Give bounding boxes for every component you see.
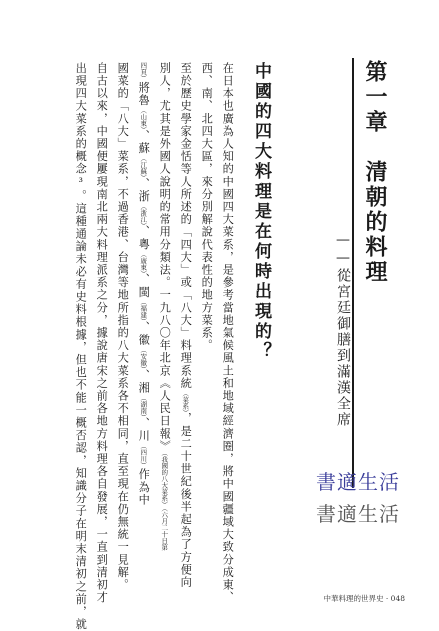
body-text: 別人，尤其是外國人說明的常用分類法。一九八〇年北京《人民日報》 [158, 62, 172, 453]
chapter-subtitle: ——從宮廷御膳到滿漢全席 [335, 232, 351, 428]
body-text: 將魯 [137, 81, 151, 107]
chapter-title: 第一章 清朝的料理 [362, 60, 388, 285]
annotation: （安徽） [139, 346, 148, 370]
publisher-logo-shadow: 書適生活 [316, 502, 400, 526]
chapter-divider-line [352, 58, 354, 488]
body-text: 、閩 [137, 273, 151, 299]
body-text: 、粵 [137, 225, 151, 251]
body-column-6: 國菜的「八大」菜系，不過香港、台灣等地所指的八大菜系各不相同，直至現在仍無統一見解。 [116, 62, 130, 592]
annotation: （菜系） [181, 389, 190, 413]
body-text: ，是二十世紀後半起為了方便向 [179, 412, 193, 589]
page-footer: 中華料理的世界史 · 048 [323, 594, 405, 603]
publisher-logo: 書適生活 [316, 470, 400, 494]
body-column-8: 出現四大菜系的概念³。這種通論未必有史料根據，但也不能一概否認，知識分子在明末清初之前，就 [74, 62, 88, 631]
body-text: 、徽 [137, 321, 151, 347]
body-text: 、浙 [137, 177, 151, 203]
annotation: （廣東） [139, 250, 148, 274]
section-title: 中國的四大料理是在何時出現的？ [251, 62, 271, 362]
body-column-3 [179, 62, 193, 589]
body-text: 、川 [137, 417, 151, 443]
body-column-7: 自古以來，中國便屢現南北兩大料理派系之分，據說唐宋之前各地方料理各自發展，一直到清初才 [95, 62, 109, 604]
annotation: （浙江） [139, 202, 148, 226]
body-text: 作為中 [137, 468, 151, 507]
body-text: 、湘 [137, 369, 151, 395]
chapter-subtitle-text: 從宮廷御膳到滿漢全席 [335, 268, 351, 428]
annotation: （我國的八大菜系） [160, 452, 169, 508]
body-column-2: 西、南、北四大區，來分別解說代表性的地方菜系。 [200, 62, 214, 352]
annotation: （六月二十日第 [160, 507, 169, 551]
body-text: 至於歷史學家金恬等人所述的「四大」或「八大」料理系統 [179, 62, 193, 390]
annotation: （湖南） [139, 394, 148, 418]
annotation: （福建） [139, 298, 148, 322]
body-column-5 [138, 62, 149, 562]
body-text: 、蘇 [137, 129, 151, 155]
annotation: （江蘇） [139, 154, 148, 178]
body-column-1: 在日本也廣為人知的中國四大菜系，是參考當地氣候風土和地域經濟圈，將中國疆域大致分成東、 [221, 62, 235, 604]
annotation: （山東） [139, 106, 148, 130]
body-column-4 [159, 62, 170, 562]
annotation: 四頁） [139, 62, 148, 82]
annotation: （四川） [139, 442, 148, 469]
